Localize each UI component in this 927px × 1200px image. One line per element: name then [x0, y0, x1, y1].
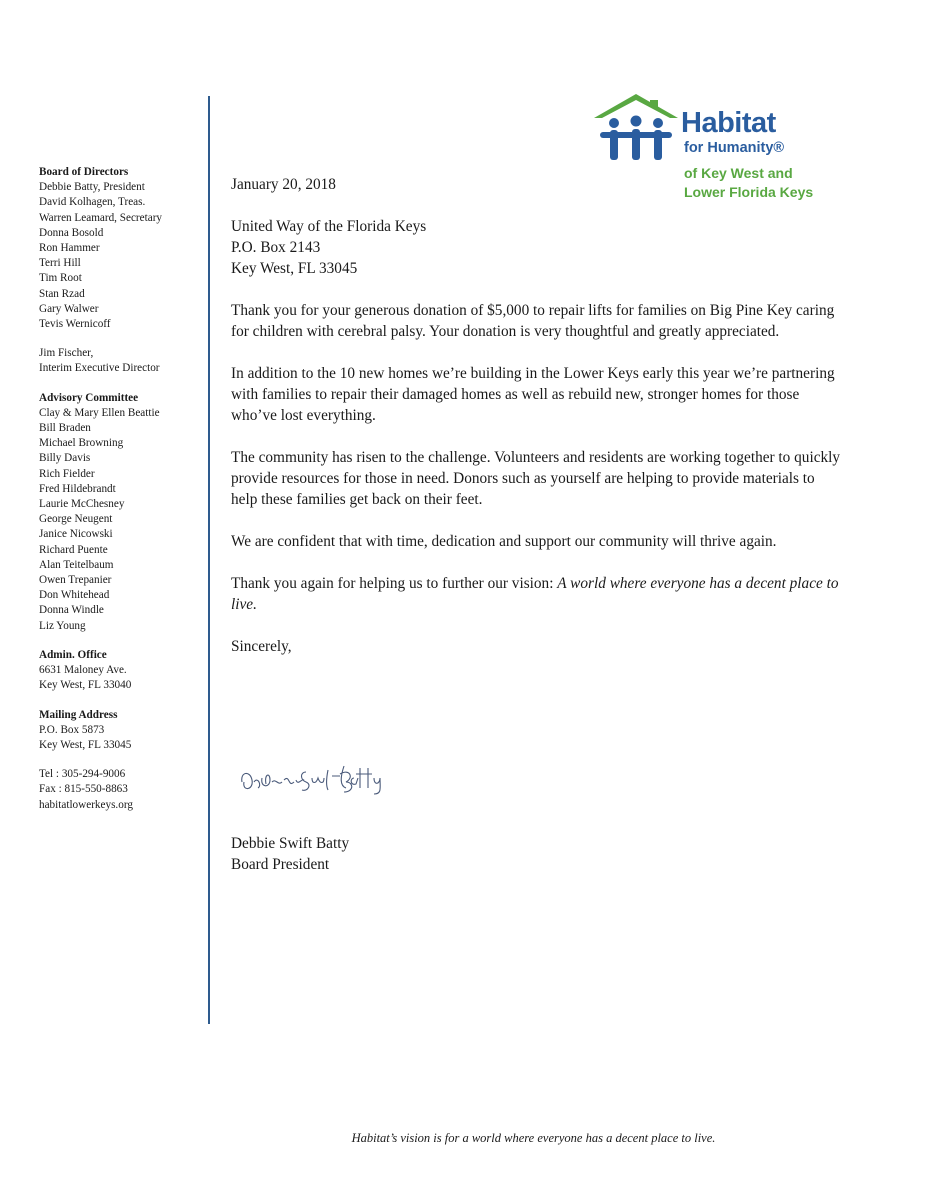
website: habitatlowerkeys.org: [39, 798, 133, 811]
mailing-address-line: P.O. Box 5873: [39, 723, 105, 736]
fax: Fax : 815-550-8863: [39, 783, 128, 796]
logo-location-line: of Key West and: [684, 165, 793, 181]
recipient-line: Key West, FL 33045: [231, 260, 358, 277]
advisory-member: Clay & Mary Ellen Beattie: [39, 406, 160, 419]
advisory-member: George Neugent: [39, 513, 113, 526]
admin-office-heading: Admin. Office: [39, 648, 107, 661]
director-title: Interim Executive Director: [39, 362, 160, 375]
letter-closing: Sincerely,: [231, 638, 292, 655]
logo-location-line: Lower Florida Keys: [684, 184, 814, 200]
handwritten-signature: [236, 752, 396, 812]
advisory-member: Rich Fielder: [39, 467, 95, 480]
sidebar: [39, 165, 204, 813]
letter-paragraph: Thank you for your generous donation of $5,000 to repair lifts for families on Big Pine Key caring for children with cerebral palsy. Your donation is very thoughtful and greatly appreciated.: [231, 302, 835, 340]
advisory-member: Billy Davis: [39, 452, 91, 465]
board-member: Stan Rzad: [39, 287, 85, 300]
board-member: Donna Bosold: [39, 226, 104, 239]
advisory-member: Janice Nicowski: [39, 528, 113, 541]
letter-body: [231, 174, 841, 657]
advisory-member: Alan Teitelbaum: [39, 558, 114, 571]
board-member: Ron Hammer: [39, 242, 100, 255]
advisory-member: Bill Braden: [39, 422, 91, 435]
advisory-member: Owen Trepanier: [39, 574, 112, 587]
advisory-member: Donna Windle: [39, 604, 104, 617]
house-people-icon: [590, 92, 682, 164]
letter-paragraph: The community has risen to the challenge. Volunteers and residents are working together to quickly provide resources for those in need. Donors such as yourself are helping to provide materials to help these families get back on their feet.: [231, 449, 841, 508]
logo-subtitle: for Humanity®: [684, 140, 785, 156]
advisory-member: Michael Browning: [39, 437, 124, 450]
advisory-heading: Advisory Committee: [39, 391, 139, 404]
sidebar-divider: [208, 96, 210, 1024]
telephone: Tel : 305-294-9006: [39, 768, 126, 781]
board-member: David Kolhagen, Treas.: [39, 196, 146, 209]
logo-name: Habitat: [681, 107, 776, 139]
vision-statement: A world where everyone has a decent place to live.: [231, 575, 839, 613]
recipient-line: P.O. Box 2143: [231, 239, 321, 256]
letter-date: January 20, 2018: [231, 176, 336, 193]
board-member: Warren Leamard, Secretary: [39, 211, 163, 224]
board-heading: Board of Directors: [39, 166, 129, 178]
footer: [0, 1131, 927, 1146]
signer-title: Board President: [231, 856, 330, 873]
advisory-member: Richard Puente: [39, 543, 108, 556]
signer-name: Debbie Swift Batty: [231, 835, 350, 852]
advisory-member: Liz Young: [39, 619, 86, 632]
board-member: Debbie Batty, President: [39, 181, 145, 194]
admin-address-line: 6631 Maloney Ave.: [39, 664, 127, 677]
advisory-member: Don Whitehead: [39, 589, 110, 602]
recipient-address: [231, 216, 841, 279]
board-member: Tevis Wernicoff: [39, 318, 111, 331]
advisory-member: Fred Hildebrandt: [39, 482, 116, 495]
footer-vision-text: Habitat’s vision is for a world where everyone has a decent place to live.: [351, 1131, 716, 1145]
letter-paragraph: We are confident that with time, dedication and support our community will thrive again.: [231, 533, 777, 550]
admin-address-line: Key West, FL 33040: [39, 679, 132, 692]
board-member: Gary Walwer: [39, 302, 99, 315]
recipient-line: United Way of the Florida Keys: [231, 218, 427, 235]
director-name: Jim Fischer,: [39, 347, 94, 360]
letter-paragraph-vision: [231, 573, 841, 615]
advisory-member: Laurie McChesney: [39, 498, 125, 511]
letter-paragraph: In addition to the 10 new homes we’re building in the Lower Keys early this year we’re partnering with families to repair their damaged homes as well as rebuild new, stronger homes for those who’ve lost everything.: [231, 365, 835, 424]
mailing-address-line: Key West, FL 33045: [39, 738, 132, 751]
vision-lead: Thank you again for helping us to further our vision:: [231, 575, 558, 592]
mailing-address-heading: Mailing Address: [39, 708, 118, 721]
board-member: Tim Root: [39, 272, 82, 285]
signer-block: [231, 833, 349, 875]
board-member: Terri Hill: [39, 257, 81, 270]
